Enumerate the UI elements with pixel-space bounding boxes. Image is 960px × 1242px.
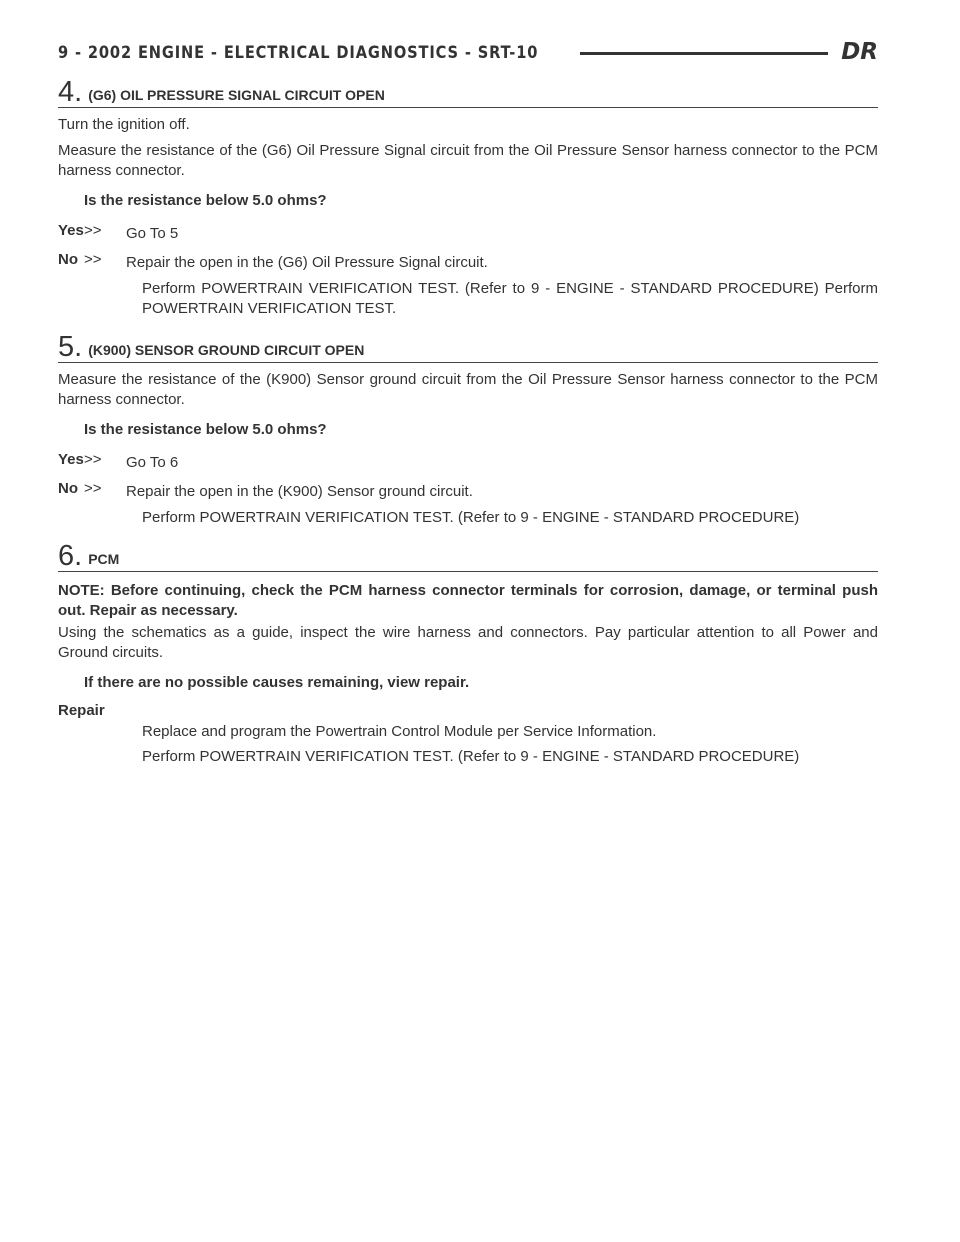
step-6-repair-label: Repair [58,702,105,719]
step-5-no-label: No [58,480,78,497]
step-5-heading [58,333,878,363]
step-5-title: (K900) SENSOR GROUND CIRCUIT OPEN [88,342,365,358]
step-4-heading [58,78,878,108]
step-6-repair-line-2: Perform POWERTRAIN VERIFICATION TEST. (Refer to 9 - ENGINE - STANDARD PROCEDURE) [142,748,800,765]
step-4-no-text [84,250,878,273]
step-5-yes-arrow: >> [84,451,102,468]
step-5-yes-go: Go To 6 [126,454,179,471]
step-5-no-text [84,479,878,502]
step-6-repair-line-1: Replace and program the Powertrain Control Module per Service Information. [142,723,657,740]
step-4-no-row [58,250,878,273]
step-5-yes-label: Yes [58,451,84,468]
step-4-no-label: No [58,251,78,268]
step-4-line-1: Turn the ignition off. [58,116,190,133]
step-4-title: (G6) OIL PRESSURE SIGNAL CIRCUIT OPEN [88,87,385,103]
step-5-line-1: Measure the resistance of the (K900) Sensor ground circuit from the Oil Pressure Sensor harness connector to the PCM harness connector. [58,371,878,408]
step-5-no-row [58,479,878,502]
step-4-yes-label: Yes [58,222,84,239]
step-5-question: Is the resistance below 5.0 ohms? [84,421,327,438]
step-4-no-action: Repair the open in the (G6) Oil Pressure Signal circuit. [126,254,488,271]
step-6-question: If there are no possible causes remaining, view repair. [84,674,470,691]
header-badge: DR [841,39,878,65]
step-5-yes-text [84,450,878,473]
step-4-line-2: Measure the resistance of the (G6) Oil Pressure Signal circuit from the Oil Pressure Sensor harness connector to the PCM harness connector. [58,142,878,179]
step-4-number: 4. [58,76,83,108]
page-header-title: 9 - 2002 ENGINE - ELECTRICAL DIAGNOSTICS - SRT-10 [58,43,539,63]
step-5-no-action: Repair the open in the (K900) Sensor ground circuit. [126,483,473,500]
step-5-number: 5. [58,331,83,363]
page-header [58,38,878,68]
step-6-title: PCM [88,551,120,567]
step-4-no-arrow: >> [84,251,102,268]
step-4-question: Is the resistance below 5.0 ohms? [84,192,327,209]
step-5-no-arrow: >> [84,480,102,497]
step-6-line-1: Using the schematics as a guide, inspect the wire harness and connectors. Pay particular attention to all Power and Ground circuits. [58,624,878,661]
step-6-number: 6. [58,540,83,572]
step-4-yes-row [58,221,878,244]
step-5-yes-row [58,450,878,473]
step-4-yes-arrow: >> [84,222,102,239]
header-rule [580,52,828,55]
step-5-no-sub: Perform POWERTRAIN VERIFICATION TEST. (Refer to 9 - ENGINE - STANDARD PROCEDURE) [142,509,800,526]
step-6-heading [58,542,878,572]
step-4-yes-text [84,221,878,244]
step-4-no-sub: Perform POWERTRAIN VERIFICATION TEST. (Refer to 9 - ENGINE - STANDARD PROCEDURE) Perform POWERTRAIN VERIFICATION TEST. [142,280,878,317]
document-body [58,78,878,767]
step-6-note: NOTE: Before continuing, check the PCM harness connector terminals for corrosion, damage, or terminal push out. Repair as necessary. [58,582,878,619]
step-4-yes-go: Go To 5 [126,225,179,242]
